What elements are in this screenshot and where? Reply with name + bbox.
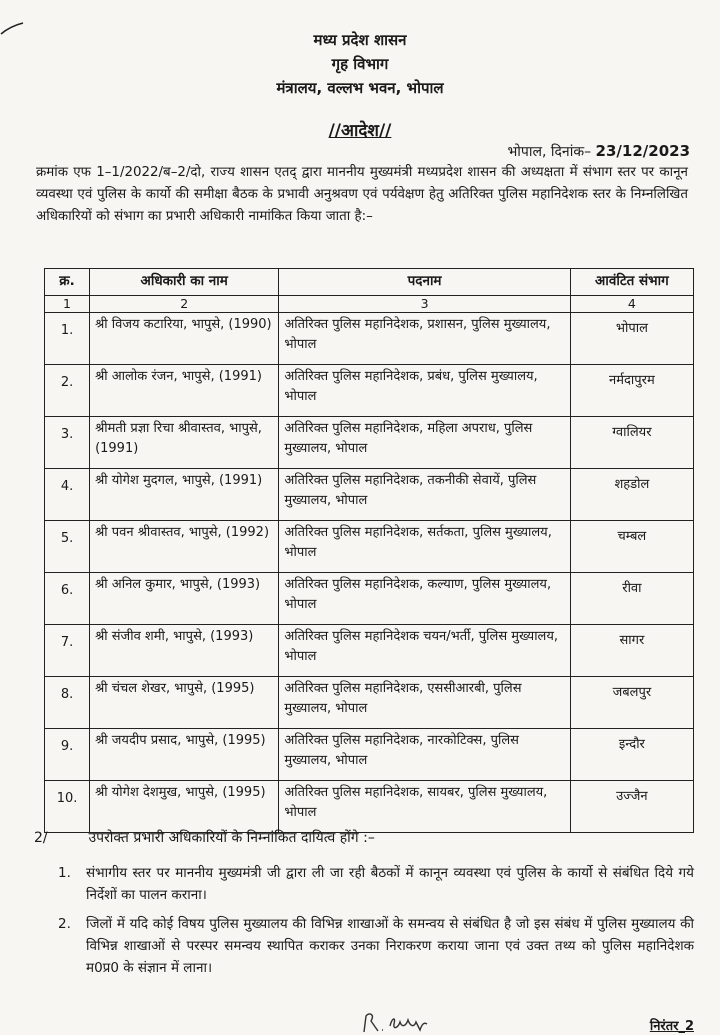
designation-cell: अतिरिक्त पुलिस महानिदेशक, नारकोटिक्स, पुलिस मुख्यालय, भोपाल bbox=[279, 729, 570, 781]
designation-cell: अतिरिक्त पुलिस महानिदेशक, कल्याण, पुलिस मुख्यालय, भोपाल bbox=[279, 573, 570, 625]
point-text: संभागीय स्तर पर माननीय मुख्यमंत्री जी द्वारा ली जा रही बैठकों में कानून व्यवस्था एवं पुलिस के कार्यो से संबंधित दिये गये निर्देशों का पालन कराना। bbox=[86, 865, 694, 903]
section-number: 2/ bbox=[34, 830, 48, 846]
section-heading-text: उपरोक्त प्रभारी अधिकारियों के निम्नांकित दायित्व होंगे :– bbox=[88, 830, 375, 846]
header-designation: पदनाम bbox=[279, 269, 570, 296]
designation-cell: अतिरिक्त पुलिस महानिदेशक, एससीआरबी, पुलिस मुख्यालय, भोपाल bbox=[279, 677, 570, 729]
list-item bbox=[58, 862, 694, 906]
list-item bbox=[58, 913, 694, 979]
officer-name-cell: श्री संजीव शमी, भापुसे, (1993) bbox=[90, 625, 279, 677]
header-division: आवंटित संभाग bbox=[570, 269, 693, 296]
officer-name-cell: श्री चंचल शेखर, भापुसे, (1995) bbox=[90, 677, 279, 729]
serial-cell: 1. bbox=[45, 313, 90, 365]
table-header-row bbox=[45, 269, 694, 296]
designation-cell: अतिरिक्त पुलिस महानिदेशक, प्रशासन, पुलिस मुख्यालय, भोपाल bbox=[279, 313, 570, 365]
table-row bbox=[45, 573, 694, 625]
section-2-heading bbox=[34, 828, 375, 847]
column-number: 1 bbox=[45, 296, 90, 313]
serial-cell: 5. bbox=[45, 521, 90, 573]
officer-name-cell: श्रीमती प्रज्ञा रिचा श्रीवास्तव, भापुसे, (1991) bbox=[90, 417, 279, 469]
officer-name-cell: श्री योगेश मुदगल, भापुसे, (1991) bbox=[90, 469, 279, 521]
designation-cell: अतिरिक्त पुलिस महानिदेशक, तकनीकी सेवायें, पुलिस मुख्यालय, भोपाल bbox=[279, 469, 570, 521]
division-cell: ग्वालियर bbox=[570, 417, 693, 469]
table-row bbox=[45, 469, 694, 521]
division-cell: भोपाल bbox=[570, 313, 693, 365]
officer-name-cell: श्री विजय कटारिया, भापुसे, (1990) bbox=[90, 313, 279, 365]
date-line bbox=[507, 142, 690, 161]
order-date: 23/12/2023 bbox=[595, 142, 690, 160]
table-row bbox=[45, 521, 694, 573]
officer-name-cell: श्री आलोक रंजन, भापुसे, (1991) bbox=[90, 365, 279, 417]
table-row bbox=[45, 781, 694, 833]
intro-paragraph: क्रमांक एफ 1–1/2022/ब–2/दो, राज्य शासन एतद् द्वारा माननीय मुख्यमंत्री मध्यप्रदेश शासन की अध्यक्षता में संभाग स्तर पर कानून व्यवस्था एवं पुलिस के कार्यो की समीक्षा बैठक के प्रभावी अनुश्रवण एवं पर्यवेक्षण हेतु अतिरिक्त पुलिस महानिदेशक स्तर के निम्नलिखित अधिकारियों को संभाग का प्रभारी अधिकारी नामांकित किया जाता है:– bbox=[36, 165, 688, 224]
designation-cell: अतिरिक्त पुलिस महानिदेशक, महिला अपराध, पुलिस मुख्यालय, भोपाल bbox=[279, 417, 570, 469]
column-number-row bbox=[45, 296, 694, 313]
date-prefix: भोपाल, दिनांक– bbox=[507, 144, 592, 160]
order-title: //आदेश// bbox=[328, 121, 392, 141]
serial-cell: 10. bbox=[45, 781, 90, 833]
header-government: मध्य प्रदेश शासन bbox=[313, 31, 407, 49]
division-cell: उज्जैन bbox=[570, 781, 693, 833]
designation-cell: अतिरिक्त पुलिस महानिदेशक, सायबर, पुलिस मुख्यालय, भोपाल bbox=[279, 781, 570, 833]
table-row bbox=[45, 417, 694, 469]
designation-cell: अतिरिक्त पुलिस महानिदेशक, प्रबंध, पुलिस मुख्यालय, भोपाल bbox=[279, 365, 570, 417]
officer-name-cell: श्री जयदीप प्रसाद, भापुसे, (1995) bbox=[90, 729, 279, 781]
column-number: 4 bbox=[570, 296, 693, 313]
header-officer-name: अधिकारी का नाम bbox=[90, 269, 279, 296]
officers-table bbox=[44, 268, 694, 833]
designation-cell: अतिरिक्त पुलिस महानिदेशक चयन/भर्ती, पुलिस मुख्यालय, भोपाल bbox=[279, 625, 570, 677]
division-cell: रीवा bbox=[570, 573, 693, 625]
serial-cell: 6. bbox=[45, 573, 90, 625]
division-cell: शहडोल bbox=[570, 469, 693, 521]
serial-cell: 8. bbox=[45, 677, 90, 729]
table-row bbox=[45, 729, 694, 781]
point-text: जिलों में यदि कोई विषय पुलिस मुख्यालय की विभिन्न शाखाओं के समन्वय से संबंधित है जो इस संबंध में पुलिस मुख्यालय की विभिन्न शाखाओं से परस्पर समन्वय स्थापित कराकर उनका निराकरण कराया जाना एवं उक्त तथ्य को पुलिस महानिदेशक म0प्र0 के संज्ञान में लाना। bbox=[86, 916, 694, 976]
officer-name-cell: श्री योगेश देशमुख, भापुसे, (1995) bbox=[90, 781, 279, 833]
officer-name-cell: श्री अनिल कुमार, भापुसे, (1993) bbox=[90, 573, 279, 625]
serial-cell: 7. bbox=[45, 625, 90, 677]
column-number: 3 bbox=[279, 296, 570, 313]
point-number: 2. bbox=[58, 916, 71, 932]
header-serial: क्र. bbox=[45, 269, 90, 296]
table-row bbox=[45, 677, 694, 729]
officer-name-cell: श्री पवन श्रीवास्तव, भापुसे, (1992) bbox=[90, 521, 279, 573]
column-number: 2 bbox=[90, 296, 279, 313]
serial-cell: 4. bbox=[45, 469, 90, 521]
header-department: गृह विभाग bbox=[331, 55, 389, 73]
table-row bbox=[45, 625, 694, 677]
table-row bbox=[45, 365, 694, 417]
division-cell: इन्दौर bbox=[570, 729, 693, 781]
designation-cell: अतिरिक्त पुलिस महानिदेशक, सर्तकता, पुलिस मुख्यालय, भोपाल bbox=[279, 521, 570, 573]
point-number: 1. bbox=[58, 865, 71, 881]
serial-cell: 2. bbox=[45, 365, 90, 417]
serial-cell: 3. bbox=[45, 417, 90, 469]
serial-cell: 9. bbox=[45, 729, 90, 781]
division-cell: चम्बल bbox=[570, 521, 693, 573]
header-address: मंत्रालय, वल्लभ भवन, भोपाल bbox=[276, 79, 444, 97]
handwritten-signature bbox=[360, 1010, 430, 1035]
duties-list bbox=[58, 862, 694, 986]
table-row bbox=[45, 313, 694, 365]
division-cell: नर्मदापुरम bbox=[570, 365, 693, 417]
continued-marker: निरंतर_2 bbox=[649, 1019, 694, 1034]
division-cell: सागर bbox=[570, 625, 693, 677]
division-cell: जबलपुर bbox=[570, 677, 693, 729]
